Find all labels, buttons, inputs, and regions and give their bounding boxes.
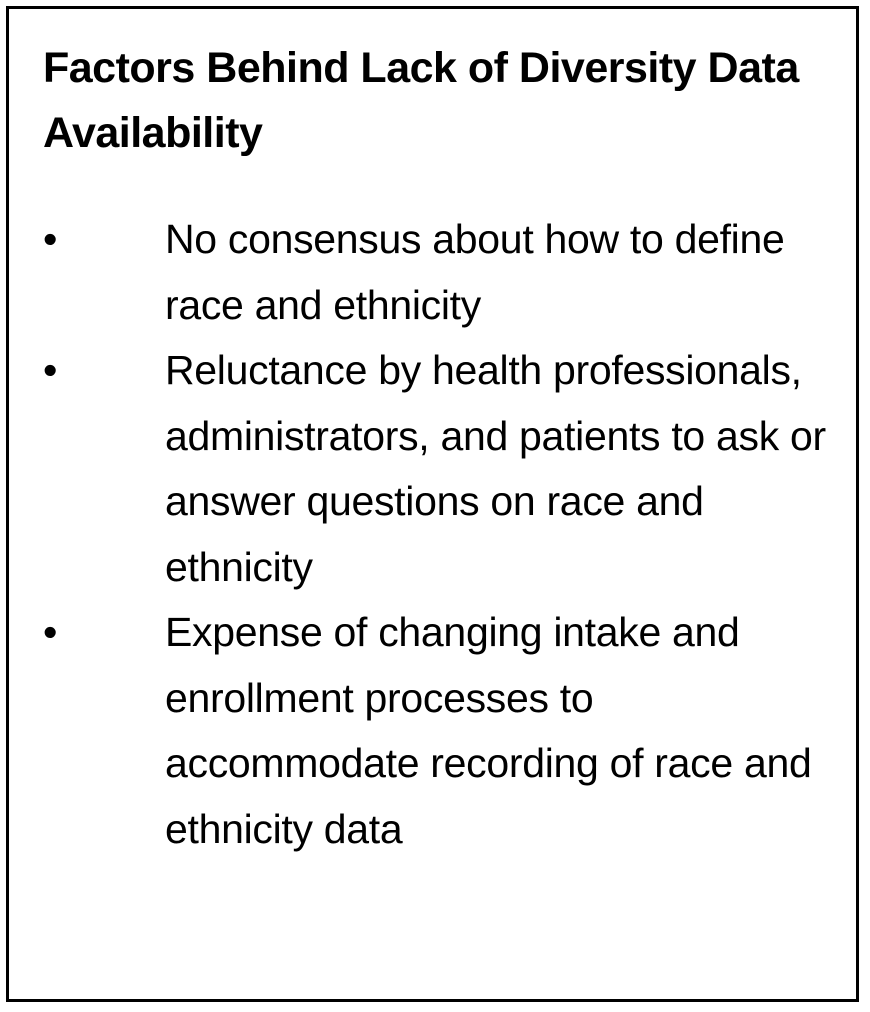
list-item [43,207,843,338]
bullet-icon: • [43,347,58,393]
list-item-text: Expense of changing intake and enrollment processes to accommodate recording of race and ethnicity data [165,609,812,852]
list-item-text: Reluctance by health professionals, administrators, and patients to ask or answer questions on race and ethnicity [165,347,826,590]
factor-list [43,207,843,862]
box-title: Factors Behind Lack of Diversity Data Availability [43,44,799,157]
list-item [43,600,843,862]
bullet-icon: • [43,216,58,262]
bullet-icon: • [43,609,58,655]
bordered-text-box [6,6,859,1002]
list-item [43,338,843,600]
list-item-text: No consensus about how to define race and ethnicity [165,216,785,328]
